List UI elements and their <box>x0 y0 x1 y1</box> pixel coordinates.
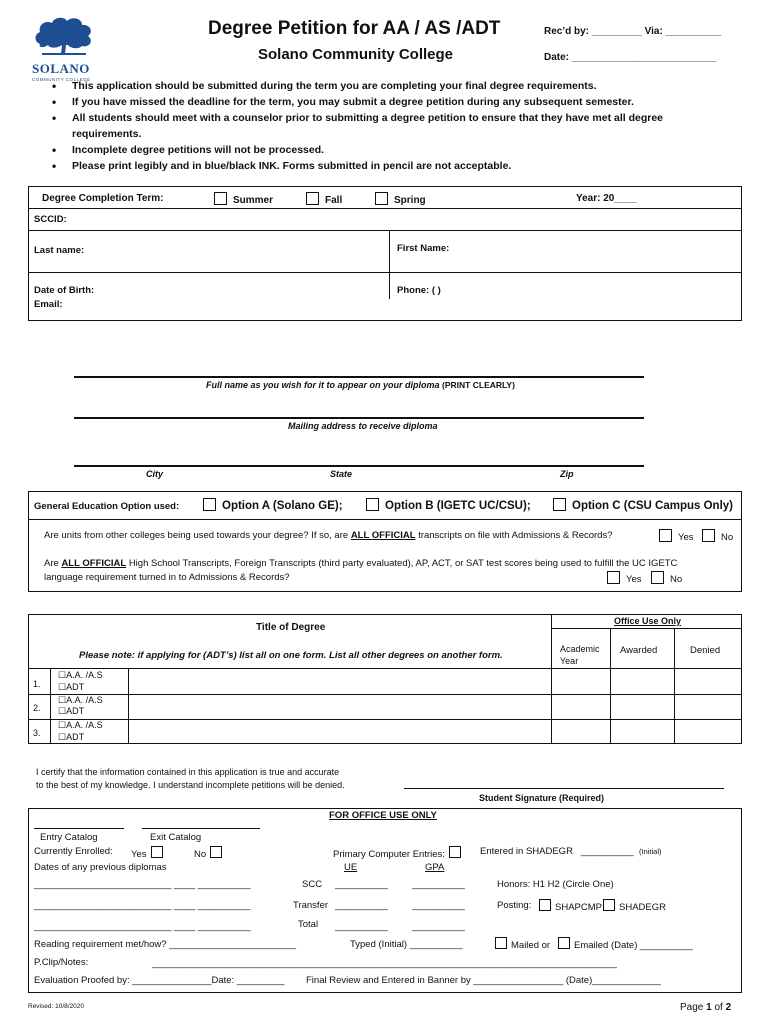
enrolled-no-checkbox[interactable]: No <box>194 846 226 860</box>
enrolled-yes-checkbox[interactable]: Yes <box>131 846 167 860</box>
denied-header: Denied <box>690 645 721 656</box>
date-field[interactable]: Date: __________________________ <box>544 52 717 63</box>
academic-year-header: Academic Year <box>560 644 600 666</box>
pclip-notes-label: P.Clip/Notes: <box>34 957 89 968</box>
shadegr-checkbox[interactable]: SHADEGR <box>603 899 666 913</box>
term-spring-checkbox[interactable]: Spring <box>375 192 426 206</box>
diploma-date-line[interactable]: __________________________ ____ __________ <box>34 921 251 932</box>
honors-label: Honors: H1 H2 (Circle One) <box>497 879 614 890</box>
language-question: Are ALL OFFICIAL High School Transcripts, Foreign Transcripts (third party evaluated), AP, ACT, or SAT test scores being used to fulfill the UC IGETC <box>44 558 678 569</box>
total-ue-field[interactable]: __________ <box>335 921 388 932</box>
posting-label: Posting: <box>497 900 532 911</box>
degree-row-number: 2. <box>33 703 41 713</box>
scc-gpa-field[interactable]: __________ <box>412 879 465 890</box>
emailed-checkbox[interactable]: Emailed (Date) __________ <box>558 937 693 951</box>
primary-entries-label: Primary Computer Entries: <box>333 846 465 860</box>
total-label: Total <box>298 919 319 930</box>
state-caption: State <box>330 469 353 479</box>
college-name: Solano Community College <box>258 46 454 63</box>
adt-checkbox[interactable]: ☐ADT <box>58 682 85 692</box>
form-title: Degree Petition for AA / AS /ADT <box>208 18 501 39</box>
typed-initial-field[interactable]: Typed (Initial) __________ <box>350 939 463 950</box>
title-of-degree-header: Title of Degree <box>256 622 326 633</box>
language-no-checkbox[interactable]: No <box>651 571 682 585</box>
aa-as-checkbox[interactable]: ☐A.A. /A.S <box>58 720 103 730</box>
page-number: Page 1 of 2 <box>680 1002 732 1013</box>
evaluation-proofed-field[interactable]: Evaluation Proofed by: _______________Date: _________ <box>34 975 285 986</box>
city-caption: City <box>146 469 164 479</box>
mailed-checkbox[interactable]: Mailed or <box>495 937 550 951</box>
entered-shadegr-field[interactable]: Entered in SHADEGR __________ (Initial) <box>480 846 662 857</box>
instructions-list <box>52 78 732 174</box>
language-yes-checkbox[interactable]: Yes <box>607 571 642 585</box>
transfer-label: Transfer <box>293 900 329 911</box>
entry-catalog-label: Entry Catalog <box>40 832 98 843</box>
logo-subtext: COMMUNITY COLLEGE <box>32 77 91 82</box>
transcripts-yes-checkbox[interactable]: Yes <box>659 529 694 543</box>
signature-line[interactable] <box>404 788 724 789</box>
year-field[interactable]: Year: 20____ <box>576 193 637 204</box>
degree-row-number: 1. <box>33 679 41 689</box>
option-c-checkbox[interactable]: Option C (CSU Campus Only) <box>553 498 733 512</box>
transfer-ue-field[interactable]: __________ <box>335 900 388 911</box>
awarded-header: Awarded <box>620 645 658 656</box>
option-b-checkbox[interactable]: Option B (IGETC UC/CSU); <box>366 498 531 512</box>
first-name-field[interactable]: First Name: <box>397 243 450 254</box>
aa-as-checkbox[interactable]: ☐A.A. /A.S <box>58 695 103 705</box>
degree-row-number: 3. <box>33 728 41 738</box>
term-label: Degree Completion Term: <box>42 193 164 204</box>
college-logo <box>32 14 96 82</box>
logo-text: SOLANO <box>32 61 90 76</box>
last-name-field[interactable]: Last name: <box>34 245 85 256</box>
dates-previous-diplomas-label: Dates of any previous diplomas <box>34 862 167 873</box>
diploma-date-line[interactable]: __________________________ ____ __________ <box>34 900 251 911</box>
personal-info-box <box>28 186 742 321</box>
adt-checkbox[interactable]: ☐ADT <box>58 732 85 742</box>
transfer-gpa-field[interactable]: __________ <box>412 900 465 911</box>
instruction-item: • This application should be submitted during the term you are completing your final degree requirements. <box>52 78 732 94</box>
dob-field[interactable]: Date of Birth: <box>34 285 95 296</box>
total-gpa-field[interactable]: __________ <box>412 921 465 932</box>
mailing-caption: Mailing address to receive diploma <box>288 421 438 431</box>
instruction-item: • Please print legibly and in blue/black INK. Forms submitted in pencil are not acceptable. <box>52 158 732 174</box>
term-fall-checkbox[interactable]: Fall <box>306 192 342 206</box>
phone-field[interactable]: Phone: ( ) <box>397 285 441 296</box>
degree-note: Please note: if applying for (ADT’s) list all on one form. List all other degrees on another form. <box>79 650 503 661</box>
aa-as-checkbox[interactable]: ☐A.A. /A.S <box>58 670 103 680</box>
final-review-field[interactable]: Final Review and Entered in Banner by _________________ (Date)_____________ <box>306 975 661 986</box>
transcripts-no-checkbox[interactable]: No <box>702 529 733 543</box>
certify-text-line1: I certify that the information contained in this application is true and accurate <box>36 767 340 777</box>
ge-label: General Education Option used: <box>34 501 180 512</box>
option-a-checkbox[interactable]: Option A (Solano GE); <box>203 498 343 512</box>
transcripts-question: Are units from other colleges being used towards your degree? If so, are ALL OFFICIAL transcripts on file with Admissions & Records? <box>44 530 613 541</box>
ue-header: UE <box>344 862 358 873</box>
scc-label: SCC <box>302 879 323 890</box>
reading-requirement-field[interactable]: Reading requirement met/how? ________________________ <box>34 939 296 950</box>
shapcmp-checkbox[interactable]: SHAPCMP <box>539 899 602 913</box>
instruction-item: • All students should meet with a counselor prior to submitting a degree petition to ensure that they have met all degree requirements. <box>52 110 732 142</box>
pclip-notes-field[interactable]: ________________________________________________________________________________________ <box>152 958 617 969</box>
currently-enrolled-label: Currently Enrolled: <box>34 846 113 857</box>
scc-ue-field[interactable]: __________ <box>335 879 388 890</box>
office-use-heading: FOR OFFICE USE ONLY <box>329 810 437 821</box>
email-field[interactable]: Email: <box>34 299 63 310</box>
signature-caption: Student Signature (Required) <box>479 793 605 803</box>
term-summer-checkbox[interactable]: Summer <box>214 192 273 206</box>
recd-by-field[interactable]: Rec’d by: _________ Via: __________ <box>544 26 722 37</box>
language-question-line2: language requirement turned in to Admissions & Records? <box>44 572 290 583</box>
exit-catalog-label: Exit Catalog <box>150 832 202 843</box>
oak-tree-icon <box>32 14 96 58</box>
office-use-only-header: Office Use Only <box>614 616 682 626</box>
sccid-field[interactable]: SCCID: <box>34 214 67 225</box>
instruction-item: • If you have missed the deadline for the term, you may submit a degree petition during any subsequent semester. <box>52 94 732 110</box>
zip-caption: Zip <box>560 469 574 479</box>
degree-table <box>28 614 742 744</box>
gpa-header: GPA <box>425 862 445 873</box>
instruction-item: • Incomplete degree petitions will not be processed. <box>52 142 732 158</box>
full-name-caption: Full name as you wish for it to appear on your diploma (PRINT CLEARLY) <box>206 380 515 390</box>
certify-text-line2: to the best of my knowledge. I understand incomplete petitions will be denied. <box>36 780 345 790</box>
diploma-date-line[interactable]: __________________________ ____ __________ <box>34 879 251 890</box>
adt-checkbox[interactable]: ☐ADT <box>58 706 85 716</box>
revised-date: Revised: 10/8/2020 <box>28 1003 85 1010</box>
